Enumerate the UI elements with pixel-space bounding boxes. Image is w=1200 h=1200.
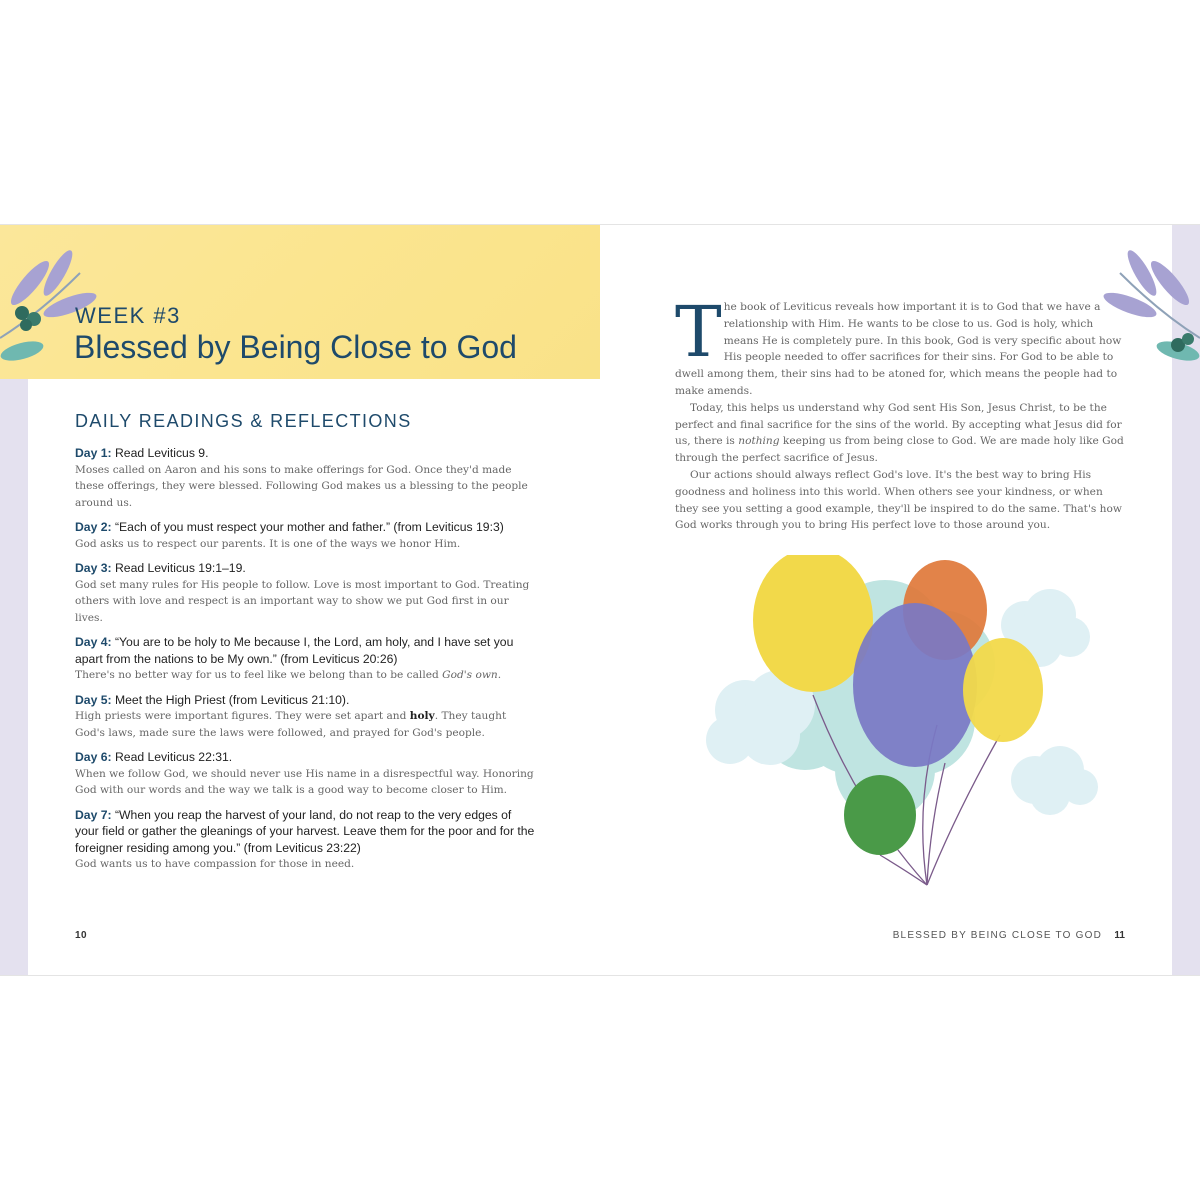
day-title: “When you reap the harvest of your land, do not reap to the very edges of your field or gather the gleanings of your harvest. Leave them for the poor and for the foreigner residing among you.” (from Leviticus 23:22)	[75, 807, 535, 855]
day-title: “You are to be holy to Me because I, the Lord, am holy, and I have set you apart from the nations to be My own.” (from Leviticus 20:26)	[75, 635, 514, 666]
day-number: Day 7:	[75, 807, 112, 822]
left-page-edge	[0, 379, 28, 975]
week-title: Blessed by Being Close to God	[74, 329, 517, 365]
day-title: “Each of you must respect your mother and father.” (from Leviticus 19:3)	[114, 520, 504, 534]
page-number-right: 11	[1114, 930, 1125, 941]
book-spread	[0, 224, 1200, 976]
list-item	[75, 807, 535, 873]
day-title: Meet the High Priest (from Leviticus 21:10).	[114, 692, 350, 707]
day-reflection: There's no better way for us to feel like we belong than to be called God's own.	[75, 669, 502, 681]
day-number: Day 5:	[75, 692, 112, 707]
day-number: Day 1:	[75, 446, 112, 460]
paragraph: Our actions should always reflect God's love. It's the best way to bring His goodness and holiness into this world. When others see your kindness, or when they see you setting a good example, they'll be inspired to do the same. That's how God works through you to bring His perfect love to those around you.	[675, 468, 1122, 532]
emphasis: nothing	[738, 435, 780, 448]
day-reflection: God asks us to respect our parents. It is one of the ways we honor Him.	[75, 537, 461, 550]
page-number-left: 10	[75, 930, 88, 941]
daily-readings-list	[75, 445, 535, 881]
section-heading: DAILY READINGS & REFLECTIONS	[75, 411, 412, 431]
list-item	[75, 692, 535, 742]
emphasis: God's own	[442, 669, 498, 681]
paragraph: The book of Leviticus reveals how important it is to God that we have a relationship with Him. He wants to be close to us. God is holy, which means He is completely pure. In this book, God is very specific about how His people needed to offer sacrifices for their sins. For God to be able to dwell among them, their sins had to be atoned for, which means the people had to make amends.	[675, 291, 1122, 397]
day-title: Read Leviticus 19:1–19.	[114, 561, 246, 575]
week-banner	[0, 225, 600, 379]
day-number: Day 2:	[75, 520, 112, 534]
drop-cap: T	[675, 291, 722, 373]
list-item	[75, 445, 535, 511]
day-title: Read Leviticus 9.	[114, 446, 209, 460]
day-number: Day 3:	[75, 561, 112, 575]
week-label: WEEK #3	[75, 303, 181, 328]
day-reflection: Moses called on Aaron and his sons to make offerings for God. Once they'd made these offerings, they were blessed. Following God makes us a blessing to the people around us.	[75, 463, 528, 509]
day-number: Day 6:	[75, 750, 112, 764]
list-item	[75, 560, 535, 626]
day-reflection: High priests were important figures. They were set apart and holy. They taught God's laws, made sure the laws were followed, and prayed for God's people.	[75, 710, 507, 739]
list-item	[75, 519, 535, 552]
day-reflection: When we follow God, we should never use His name in a disrespectful way. Honoring God with our words and the way we talk is a good way to become closer to Him.	[75, 767, 534, 796]
body-text	[675, 291, 1127, 534]
running-head: BLESSED BY BEING CLOSE TO GOD	[892, 930, 1102, 941]
day-number: Day 4:	[75, 635, 112, 649]
day-reflection: God set many rules for His people to follow. Love is most important to God. Treating others with love and respect is an important way to show we put God first in our lives.	[75, 578, 530, 624]
day-reflection: God wants us to have compassion for those in need.	[75, 858, 355, 870]
list-item	[75, 634, 535, 684]
balloons-illustration	[705, 555, 1105, 895]
glossary-term: holy	[409, 710, 435, 722]
day-title: Read Leviticus 22:31.	[114, 750, 233, 764]
list-item	[75, 749, 535, 799]
paragraph: Today, this helps us understand why God sent His Son, Jesus Christ, to be the perfect and final sacrifice for the sins of the world. By accepting what Jesus did for us, there is nothing keeping us from being close to God. We are made holy like God through the perfect sacrifice of Jesus.	[675, 401, 1124, 465]
